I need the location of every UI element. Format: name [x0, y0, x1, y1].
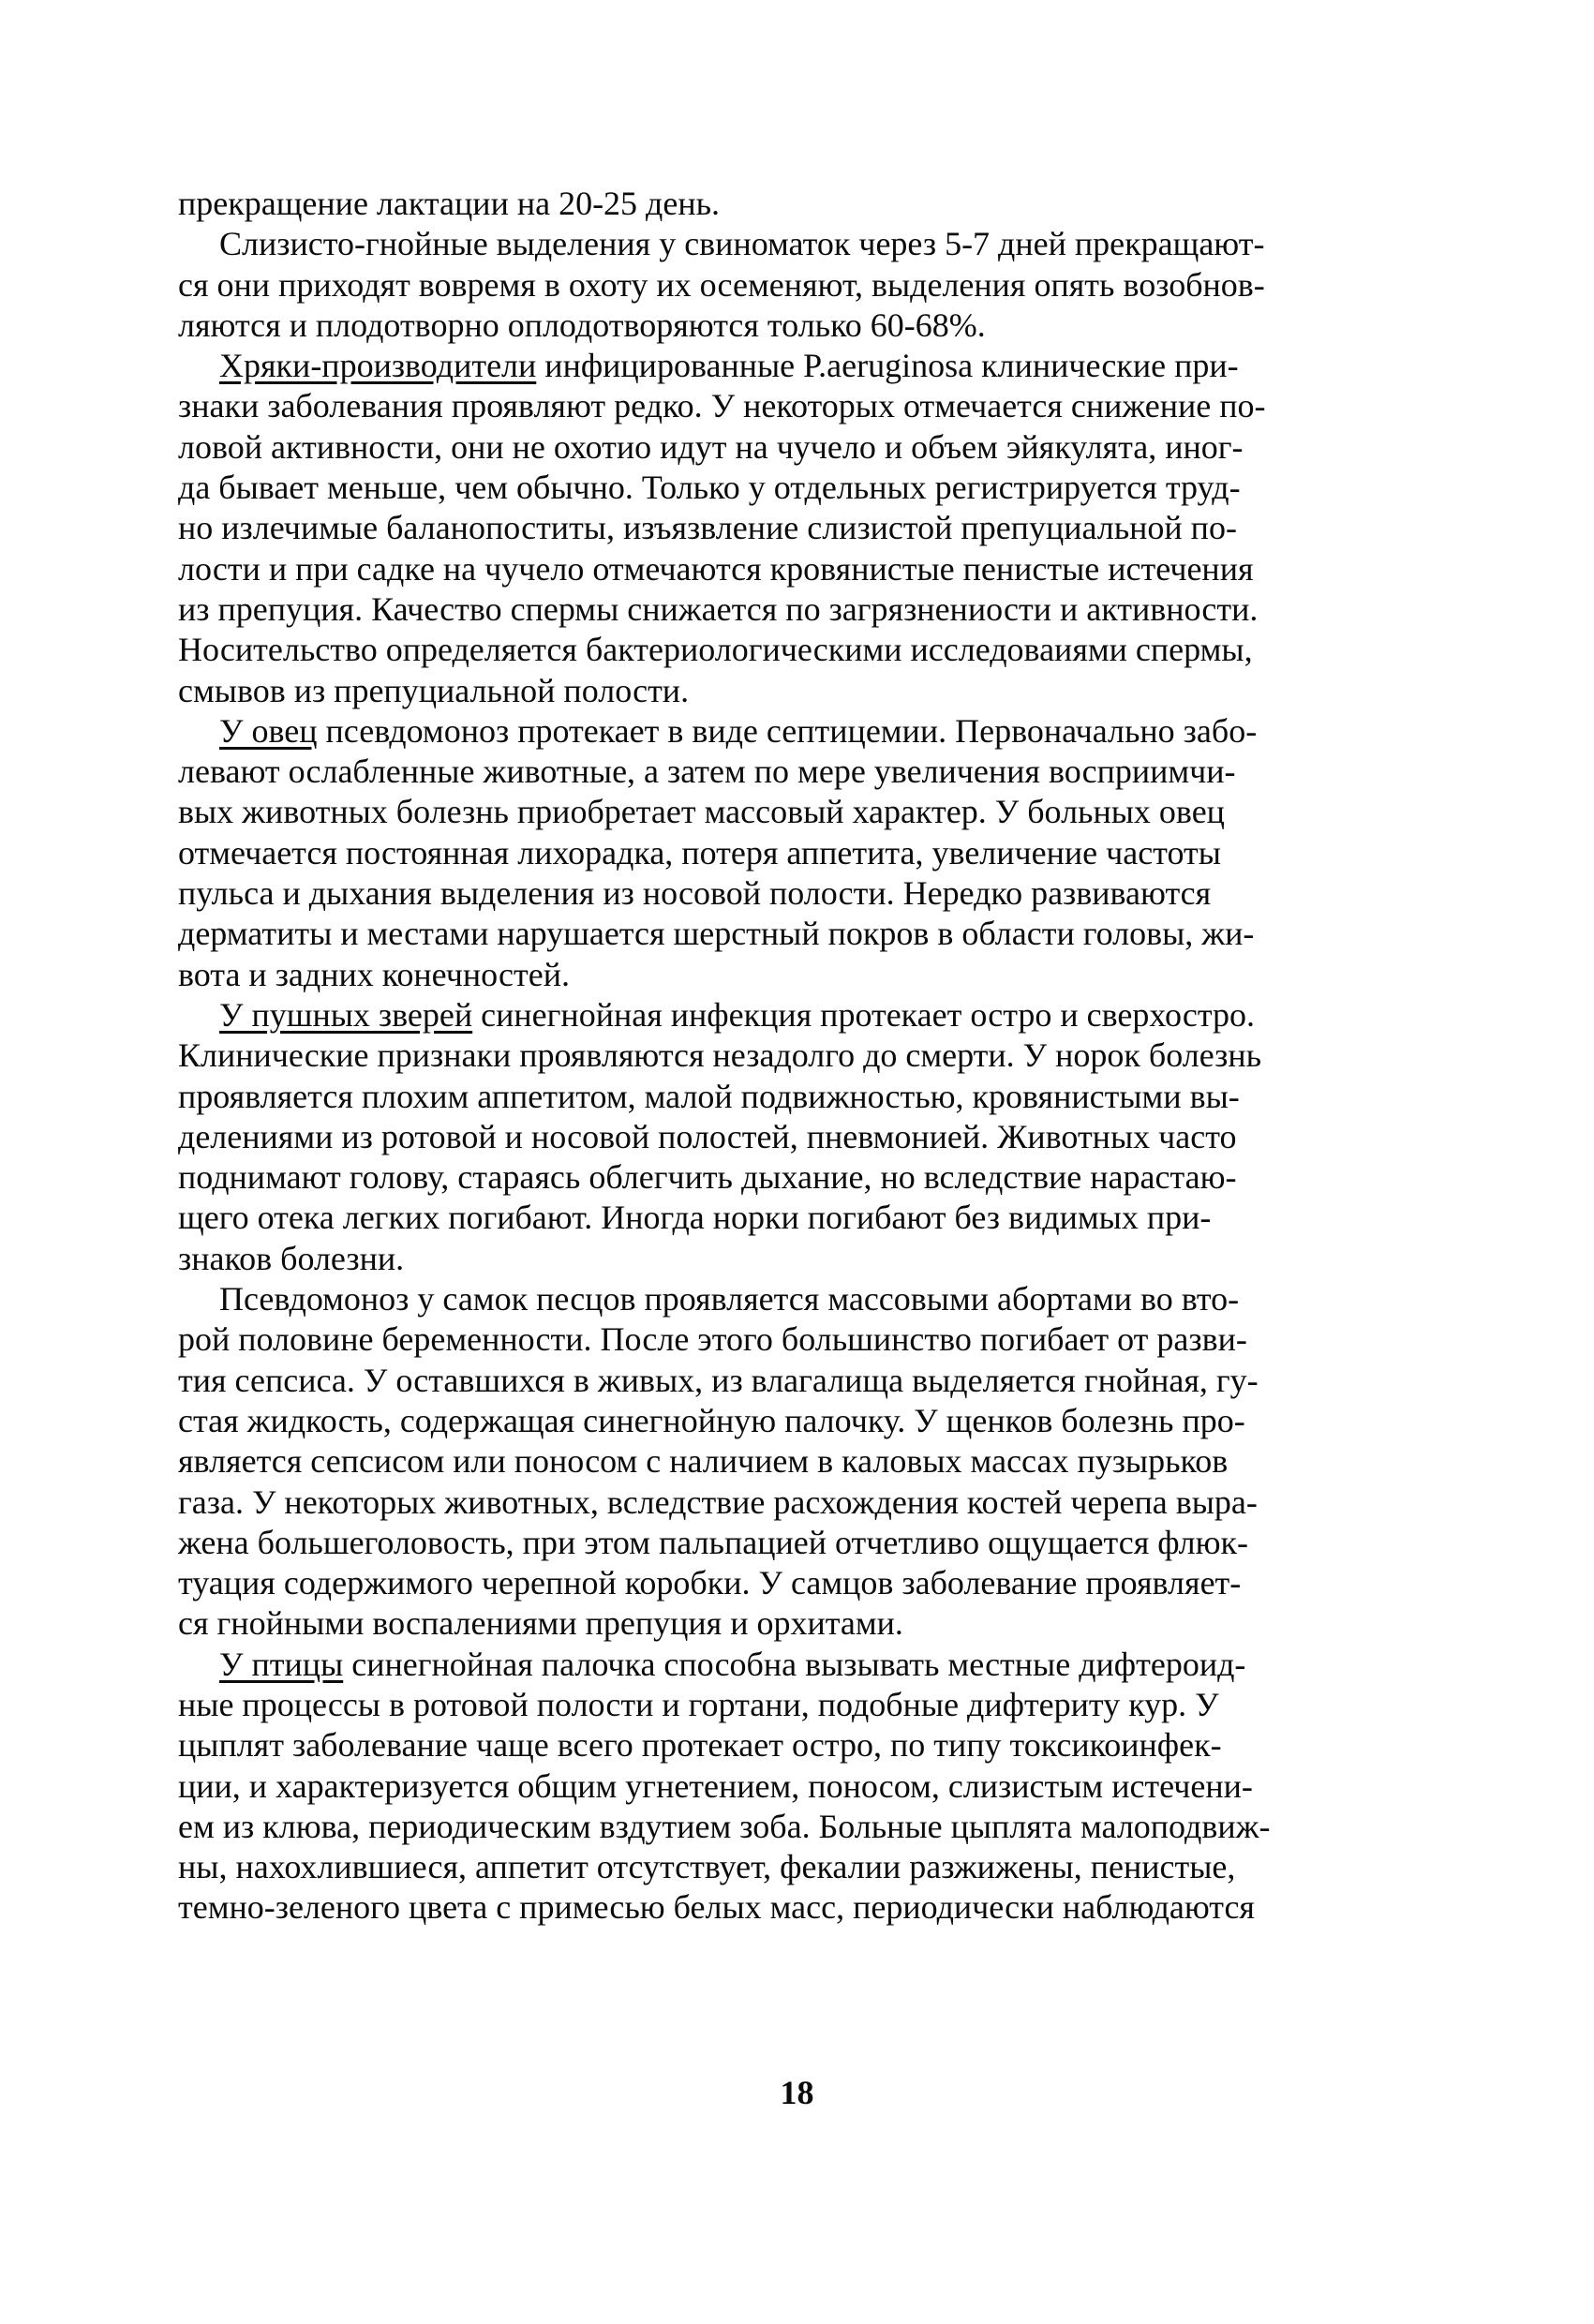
text-line: рой половине беременности. После этого большинство погибает от разви-	[178, 1320, 1247, 1359]
paragraph-start-line	[178, 346, 1415, 386]
text-line: цыплят заболевание чаще всего протекает остро, по типу токсикоинфек-	[178, 1726, 1222, 1765]
text-line: является сепсисом или поносом с наличием в каловых массах пузырьков	[178, 1442, 1229, 1481]
subject-lead-boars: Хряки-производители	[219, 347, 537, 385]
text-line: ны, нахохлившиеся, аппетит отсутствует, фекалии разжижены, пенистые,	[178, 1848, 1236, 1886]
text-line: знаков болезни.	[178, 1239, 405, 1277]
text-line: лости и при садке на чучело отмечаются кровянистые пенистые истечения	[178, 549, 1254, 588]
paragraph-start-line	[178, 995, 1415, 1035]
text-line: вота и задних конечностей.	[178, 955, 570, 993]
text-fragment: синегнойная палочка способна вызывать местные дифтероид-	[351, 1645, 1246, 1683]
text-line: тия сепсиса. У оставшихся в живых, из влагалища выделяется гнойная, гу-	[178, 1361, 1259, 1399]
subject-lead-birds: У птицы	[219, 1645, 344, 1683]
body-text	[178, 184, 1415, 1929]
text-line: пульса и дыхания выделения из носовой полости. Нередко развиваются	[178, 874, 1212, 913]
text-line: поднимают голову, стараясь облегчить дыхание, но вследствие нарастаю-	[178, 1158, 1237, 1197]
text-line: ции, и характеризуется общим угнетением, поносом, слизистым истечени-	[178, 1766, 1253, 1805]
text-line: ся они приходят вовремя в охоту их осеменяют, выделения опять возобнов-	[178, 265, 1265, 304]
text-line: ляются и плодотворно оплодотворяются только 60-68%.	[178, 305, 986, 344]
text-line: ся гнойными воспалениями препуция и орхитами.	[178, 1604, 903, 1643]
text-line: прекращение лактации на 20-25 день.	[178, 185, 721, 222]
text-line: проявляется плохим аппетитом, малой подвижностью, кровянистыми вы-	[178, 1077, 1240, 1115]
text-line: знаки заболевания проявляют редко. У некоторых отмечается снижение по-	[178, 387, 1266, 425]
text-fragment: инфицированные P.aeruginosa клинические при-	[544, 347, 1239, 385]
subject-lead-sheep: У овец	[219, 711, 318, 750]
text-line: левают ослабленные животные, а затем по мере увеличения восприимчи-	[178, 752, 1236, 791]
text-line: делениями из ротовой и носовой полостей, пневмонией. Животных часто	[178, 1117, 1237, 1155]
text-line: газа. У некоторых животных, вследствие расхождения костей черепа выра-	[178, 1482, 1258, 1521]
text-line: да бывает меньше, чем обычно. Только у отдельных регистрируется труд-	[178, 469, 1241, 507]
text-line: щего отека легких погибают. Иногда норки погибают без видимых при-	[178, 1199, 1212, 1237]
text-fragment: псевдомоноз протекает в виде септицемии. Первоначально забо-	[325, 711, 1258, 750]
text-line: смывов из препуциальной полости.	[178, 671, 690, 709]
text-line: вых животных болезнь приобретает массовый характер. У больных овец	[178, 793, 1225, 831]
text-line: из препуция. Качество спермы снижается по загрязнениости и активности.	[178, 589, 1259, 628]
text-line: ловой активности, они не охотио идут на чучело и объем эйякулята, иног-	[178, 427, 1244, 466]
text-line: ные процессы в ротовой полости и гортани, подобные дифтериту кур. У	[178, 1685, 1219, 1723]
text-line: туация содержимого черепной коробки. У самцов заболевание проявляет-	[178, 1564, 1242, 1602]
text-line: но излечимые баланопоститы, изъязвление слизистой препуциальной по-	[178, 509, 1237, 547]
text-line: Носительство определяется бактериологическими исследоваиями спермы,	[178, 631, 1253, 669]
text-line: Клинические признаки проявляются незадолго до смерти. У норок болезнь	[178, 1036, 1262, 1075]
text-line: стая жидкость, содержащая синегнойную палочку. У щенков болезнь про-	[178, 1401, 1245, 1439]
text-line: дерматиты и местами нарушается шерстный покров в области головы, жи-	[178, 915, 1255, 953]
text-line: ем из клюва, периодическим вздутием зоба. Больные цыплята малоподвиж-	[178, 1807, 1271, 1845]
text-line: отмечается постоянная лихорадка, потеря аппетита, увеличение частоты	[178, 833, 1221, 872]
paragraph-start-line: Слизисто-гнойные выделения у свиноматок через 5-7 дней прекращают-	[219, 225, 1265, 263]
paragraph-start-line	[178, 1645, 1415, 1685]
text-fragment: синегнойная инфекция протекает остро и сверхостро.	[481, 995, 1256, 1034]
paragraph-start-line: Псевдомоноз у самок песцов проявляется массовыми абортами во вто-	[219, 1280, 1240, 1318]
text-line: темно-зеленого цвета с примесью белых масс, периодически наблюдаются	[178, 1888, 1255, 1927]
paragraph-start-line	[178, 711, 1415, 752]
subject-lead-fur-animals: У пушных зверей	[219, 995, 473, 1034]
page-number: 18	[780, 2074, 814, 2111]
text-line: жена большеголовость, при этом пальпацией отчетливо ощущается флюк-	[178, 1523, 1249, 1561]
